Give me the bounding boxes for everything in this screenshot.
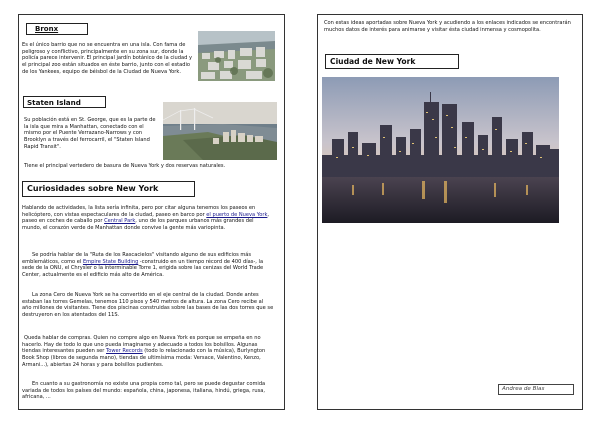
right-page [317, 14, 583, 410]
link-tower-records[interactable]: Tower Records [106, 348, 143, 355]
p4-text-a: Queda hablar de compras. Quien no compre algo en Nueva York es porque se empeña en no hacerlo. Hay de todo lo que uno pueda imaginarse y adecuado a todos los bolsillos. Algunas tiendas interesantes pueden ser [22, 335, 261, 355]
bronx-title: Bronx [35, 25, 59, 33]
link-puerto-nueva-york[interactable]: el puerto de Nueva York [206, 211, 268, 218]
staten-island-title: Staten Island [27, 98, 81, 107]
curiosidades-paragraph-1 [22, 205, 274, 232]
curiosidades-title: Curiosidades sobre New York [27, 184, 159, 193]
new-york-skyline-photo [322, 77, 559, 223]
staten-island-photo [163, 102, 277, 160]
ciudad-title: Ciudad de New York [330, 57, 416, 66]
bronx-heading [26, 23, 88, 35]
author-name: Andrea de Blas [502, 386, 545, 392]
p1-text-c: , uno de los parques urbanos más grandes del mundo, el corazón verde de Manhattan donde convive la gente más variopinta. [22, 218, 254, 232]
staten-island-text-1: Su población está en St. George, que es la parte de la isla que mira a Manhattan, conectado con el mismo por el Puente Verrazano-Narrows y con Brooklyn a través del ferrocarril, el "Staten Island Rapid Transit". [24, 117, 156, 150]
p2-text-a: Se podría hablar de la "Ruta de los Rascacielos" visitando alguno de sus edificios más emblemáticos, como el [22, 252, 252, 265]
curiosidades-paragraph-2 [22, 252, 274, 279]
intro-text: Con estas ideas aportadas sobre Nueva York y acudiendo a los enlaces indicados se encontrarán muchos datos de interés para animarse y visitar ésta ciudad inmensa y cosmopolita. [324, 20, 571, 33]
left-page [18, 14, 285, 410]
staten-island-heading [23, 96, 106, 108]
author-box [498, 384, 574, 395]
bronx-photo [198, 31, 275, 81]
bronx-text: Es el único barrio que no se encuentra en una isla. Con fama de peligroso y conflictivo, principalmente en su zona sur, donde la policía parece intervenir. El principal jardín botánico de la ciudad y el principal zoo están situados en éste barrio, junto con el estadio de los Yankees, equipo de béisbol de la Ciudad de Nueva York. [22, 42, 193, 75]
curiosidades-heading [22, 181, 195, 197]
link-central-park[interactable]: Central Park [104, 218, 136, 225]
p4-text-b: (todo lo relacionado con la música), Burlyngton Book Shop (libros de segunda mano), tiendas de ultimísima moda: Versace, Valentino, Kenzo, Armani...), abiertas 24 horas y para bolsillos pudientes. [22, 348, 266, 368]
curiosidades-paragraph-3: La zona Cero de Nueva York se ha convertido en el eje central de la ciudad. Donde antes estaban las torres Gemelas, tenemos 110 pisos y 540 metros de altura. La zona Cero recibe al año millones de visitantes. Tiene dos piscinas construidas sobre las bases de las dos torres que se destruyeron en los atentados del 11S. [22, 292, 274, 319]
p1-text-b: , paseo en coches de caballo por [22, 211, 270, 225]
link-empire-state[interactable]: Empire State Building [82, 258, 139, 265]
p2-text-b: -construido en un tiempo récord de 400 días-, la sede de la ONU, el Chrysler o la interminable Torre 1, erigida sobre las cenizas del World Trade Center, actualmente es el edificio más alto de América. [22, 258, 264, 279]
staten-island-text-2: Tiene el principal vertedero de basura de Nueva York y dos reservas naturales. [24, 163, 226, 169]
ciudad-heading [325, 54, 459, 69]
curiosidades-paragraph-5: En cuanto a su gastronomía no existe una propia como tal, pero se puede degustar comida variada de todos los países del mundo: española, china, japonesa, italiana, hindú, griega, rusa, africana, ... [22, 381, 266, 401]
curiosidades-paragraph-4 [22, 335, 274, 369]
p1-text-a: Hablando de actividades, la lista sería infinita, pero por citar alguna tenemos los paseos en helicóptero, con vistas espectaculares de la ciudad, paseo en barco por [22, 205, 256, 218]
